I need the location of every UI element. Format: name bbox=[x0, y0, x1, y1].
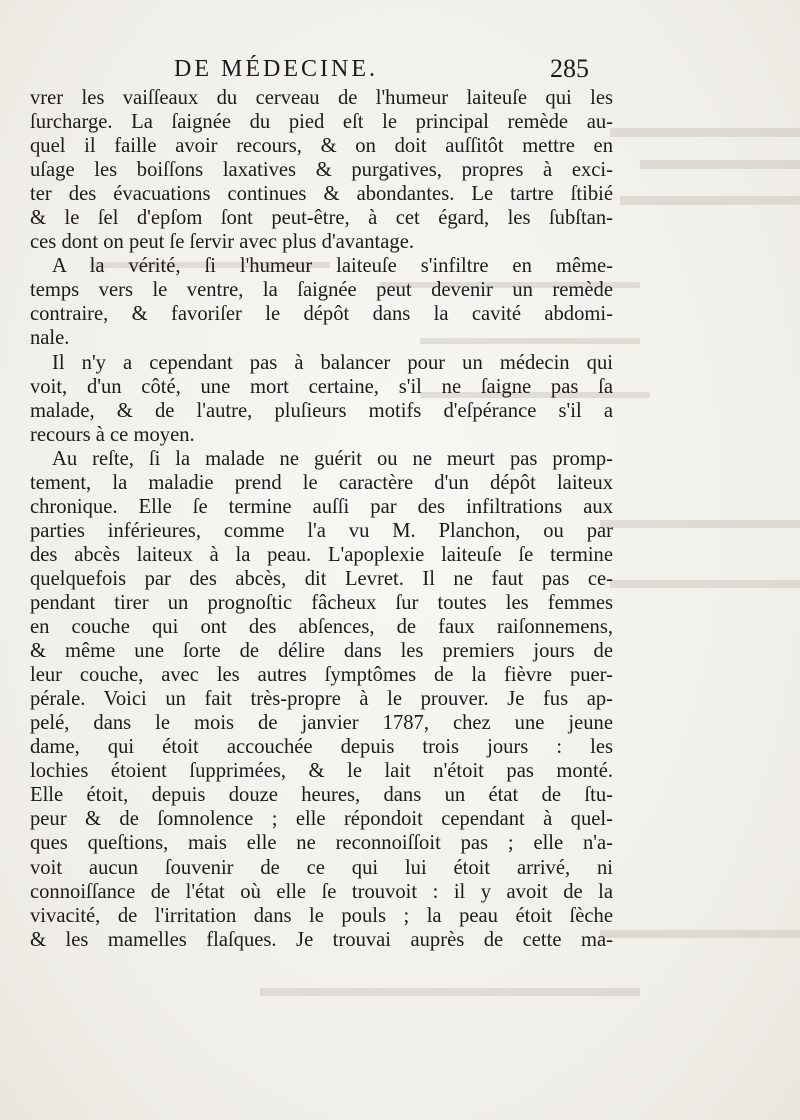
text-line: parties inférieures, comme l'a vu M. Planchon, ou par bbox=[30, 519, 613, 542]
text-line: quelquefois par des abcès, dit Levret. Il ne faut pas ce- bbox=[30, 567, 613, 590]
text-line: tement, la maladie prend le caractère d'un dépôt laiteux bbox=[30, 471, 613, 494]
text-line: Elle étoit, depuis douze heures, dans un état de ſtu- bbox=[30, 784, 613, 807]
text-line: pérale. Voici un fait très-propre à le prouver. Je fus ap- bbox=[30, 688, 613, 711]
text-line: temps vers le ventre, la ſaignée peut devenir un remède bbox=[30, 279, 613, 302]
text-line: des abcès laiteux à la peau. L'apoplexie laiteuſe ſe termine bbox=[30, 543, 613, 566]
text-line: dame, qui étoit accouchée depuis trois jours : les bbox=[30, 736, 613, 759]
text-line: recours à ce moyen. bbox=[30, 423, 195, 446]
text-line: leur couche, avec les autres ſymptômes de la fièvre puer- bbox=[30, 664, 613, 687]
text-line: malade, & de l'autre, pluſieurs motifs d'eſpérance s'il a bbox=[30, 399, 613, 422]
text-line: vrer les vaiſſeaux du cerveau de l'humeur laiteuſe qui les bbox=[30, 87, 613, 109]
text-line: uſage les boiſſons laxatives & purgatives, propres à exci- bbox=[30, 159, 613, 182]
text-line: voit aucun ſouvenir de ce qui lui étoit arrivé, ni bbox=[30, 856, 613, 879]
text-line: ces dont on peut ſe ſervir avec plus d'avantage. bbox=[30, 231, 414, 254]
text-line: nale. bbox=[30, 327, 70, 350]
text-line: pelé, dans le mois de janvier 1787, chez une jeune bbox=[30, 712, 613, 735]
text-line: connoiſſance de l'état où elle ſe trouvoit : il y avoit de la bbox=[30, 880, 613, 903]
text-line: en couche qui ont des abſences, de faux raiſonnemens, bbox=[30, 616, 613, 639]
running-head: DE MÉDECINE. bbox=[174, 56, 378, 82]
text-line: vivacité, de l'irritation dans le pouls ; la peau étoit ſèche bbox=[30, 904, 613, 927]
text-line: & même une ſorte de délire dans les premiers jours de bbox=[30, 640, 613, 663]
text-line: A la vérité, ſi l'humeur laiteuſe s'infiltre en même- bbox=[52, 255, 613, 278]
text-line: & les mamelles flaſques. Je trouvai auprès de cette ma- bbox=[30, 928, 613, 951]
text-line: pendant tirer un prognoſtic fâcheux ſur toutes les femmes bbox=[30, 591, 613, 614]
text-line: Au reſte, ſi la malade ne guérit ou ne meurt pas promp- bbox=[52, 447, 613, 470]
text-line: contraire, & favoriſer le dépôt dans la cavité abdomi- bbox=[30, 303, 613, 326]
text-line: Il n'y a cependant pas à balancer pour un médecin qui bbox=[52, 351, 613, 374]
body-text bbox=[30, 86, 613, 952]
text-line: peur & de ſomnolence ; elle répondoit cependant à quel- bbox=[30, 808, 613, 831]
text-line: ſurcharge. La ſaignée du pied eſt le principal remède au- bbox=[30, 111, 613, 134]
text-line: ter des évacuations continues & abondantes. Le tartre ſtibié bbox=[30, 183, 613, 206]
text-line: voit, d'un côté, une mort certaine, s'il ne ſaigne pas ſa bbox=[30, 375, 613, 398]
text-line: quel il faille avoir recours, & on doit auſſitôt mettre en bbox=[30, 135, 613, 158]
text-line: & le ſel d'epſom ſont peut-être, à cet égard, les ſubſtan- bbox=[30, 207, 613, 230]
page-number: 285 bbox=[550, 54, 589, 83]
text-line: ques queſtions, mais elle ne reconnoiſſoit pas ; elle n'a- bbox=[30, 832, 613, 855]
text-line: lochies étoient ſupprimées, & le lait n'étoit pas monté. bbox=[30, 760, 613, 783]
text-line: chronique. Elle ſe termine auſſi par des infiltrations aux bbox=[30, 495, 613, 518]
